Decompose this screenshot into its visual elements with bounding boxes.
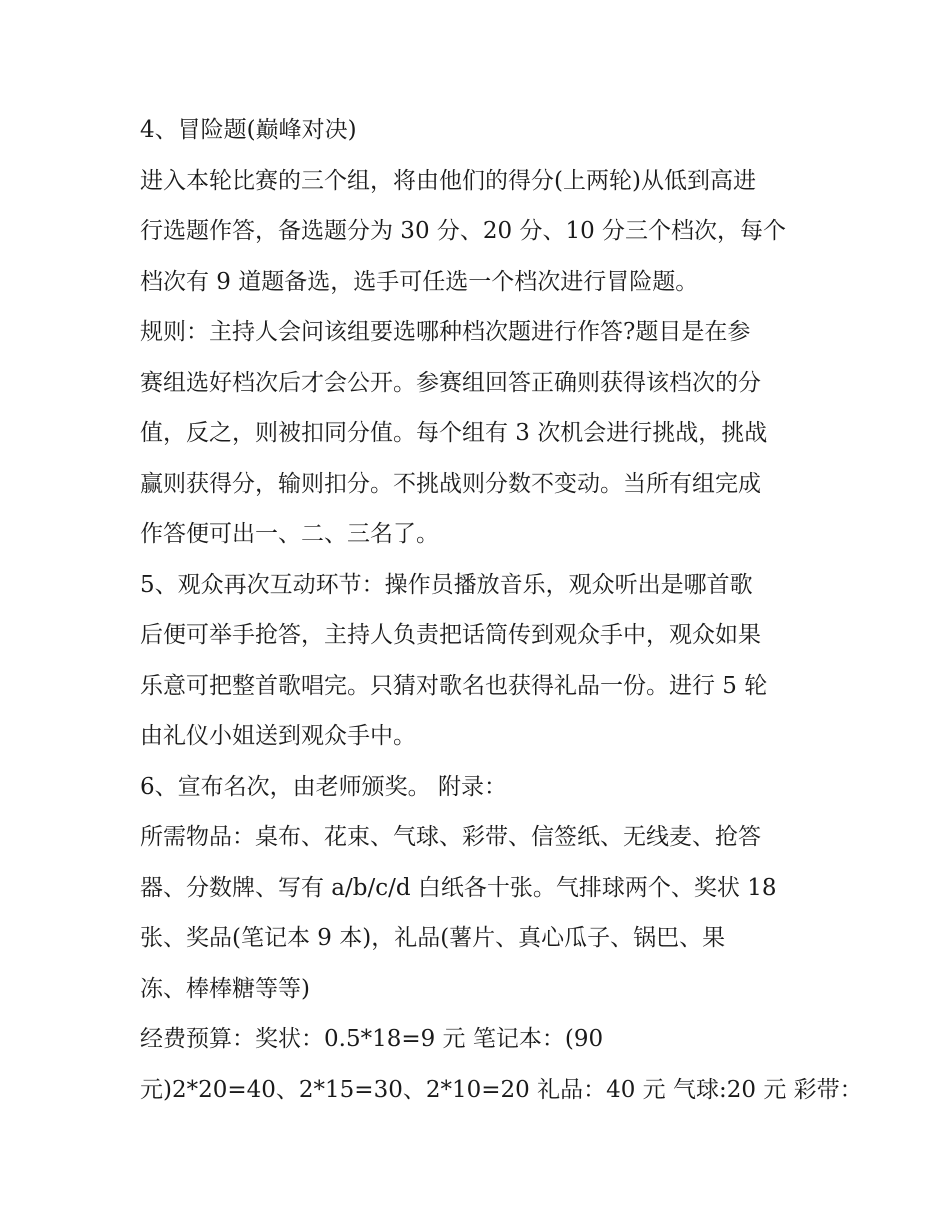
- paragraph-line: 进入本轮比赛的三个组，将由他们的得分(上两轮)从低到高进: [140, 167, 756, 194]
- materials-line: 张、奖品(笔记本 9 本)，礼品(薯片、真心瓜子、锅巴、果: [140, 925, 726, 951]
- heading-audience-interaction: 5、观众再次互动环节：操作员播放音乐，观众听出是哪首歌: [140, 571, 753, 598]
- materials-line: 所需物品：桌布、花束、气球、彩带、信签纸、无线麦、抢答: [140, 824, 761, 850]
- materials-line: 器、分数牌、写有 a/b/c/d 白纸各十张。气排球两个、奖状 18: [140, 874, 777, 901]
- paragraph-line: 档次有 9 道题备选，选手可任选一个档次进行冒险题。: [140, 268, 699, 295]
- budget-line: 经费预算：奖状：0.5*18=9 元 笔记本：(90: [140, 1026, 604, 1052]
- budget-line: 元)2*20=40、2*15=30、2*10=20 礼品：40 元 气球:20 元 彩带：: [140, 1076, 863, 1103]
- heading-announce-ranking: 6、宣布名次，由老师颁奖。 附录：: [140, 773, 507, 800]
- materials-line: 冻、棒棒糖等等): [140, 975, 310, 1002]
- paragraph-line: 后便可举手抢答，主持人负责把话筒传到观众手中，观众如果: [140, 622, 761, 648]
- paragraph-line: 由礼仪小姐送到观众手中。: [140, 723, 416, 749]
- rules-line: 赛组选好档次后才会公开。参赛组回答正确则获得该档次的分: [140, 369, 761, 396]
- document-page: [140, 112, 863, 1122]
- rules-line: 规则：主持人会问该组要选哪种档次题进行作答?题目是在参: [140, 319, 751, 345]
- paragraph-line: 乐意可把整首歌唱完。只猜对歌名也获得礼品一份。进行 5 轮: [140, 672, 768, 699]
- rules-line: 赢则获得分，输则扣分。不挑战则分数不变动。当所有组完成: [140, 470, 761, 497]
- paragraph-line: 行选题作答，备选题分为 30 分、20 分、10 分三个档次，每个: [140, 218, 787, 244]
- rules-line: 值，反之，则被扣同分值。每个组有 3 次机会进行挑战，挑战: [140, 420, 768, 446]
- heading-adventure-round: 4、冒险题(巅峰对决): [140, 117, 357, 143]
- rules-line: 作答便可出一、二、三名了。: [140, 521, 439, 547]
